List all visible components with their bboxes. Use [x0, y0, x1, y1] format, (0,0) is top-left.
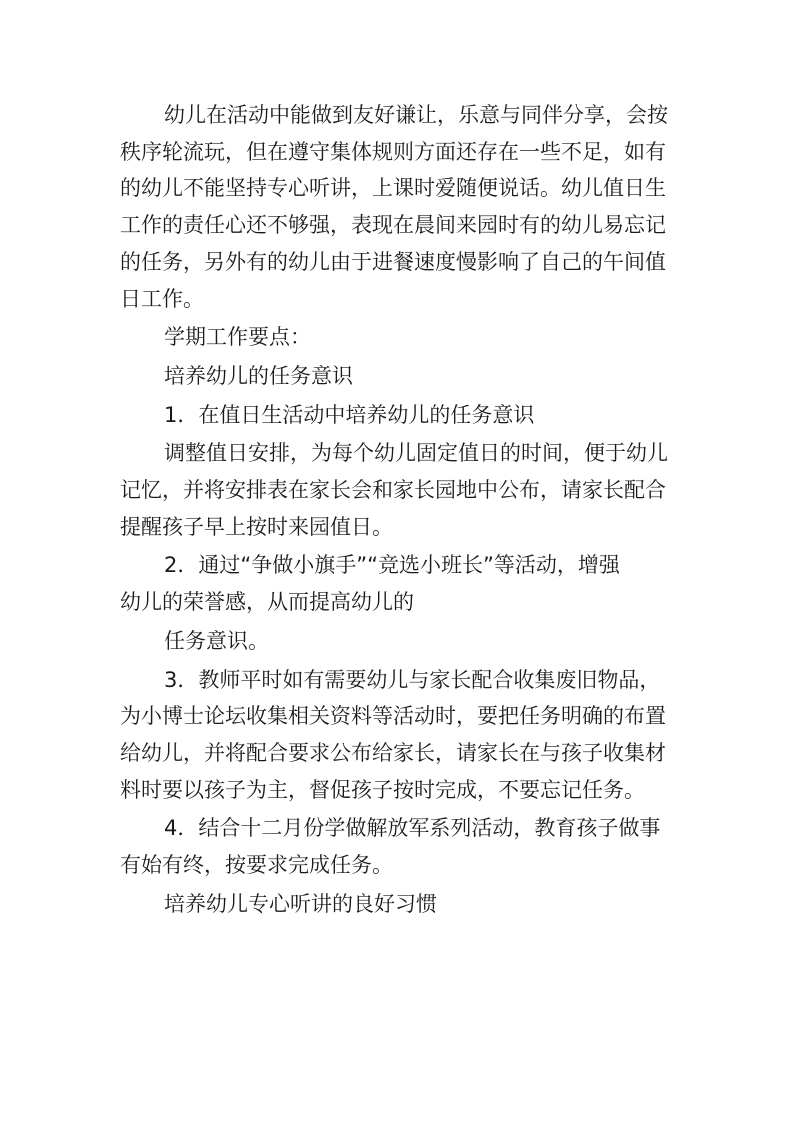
item-3 — [120, 662, 676, 809]
text-line: 3．教师平时如有需要幼儿与家长配合收集废旧物品， — [164, 667, 661, 692]
item-2 — [120, 547, 676, 620]
subsection-title-task-awareness: 培养幼儿的任务意识 — [164, 363, 353, 388]
text-line: 调整值日安排，为每个幼儿固定值日的时间，便于幼儿 — [164, 441, 668, 466]
item-1-title: 1．在值日生活动中培养幼儿的任务意识 — [164, 402, 535, 427]
text-line: 料时要以孩子为主，督促孩子按时完成，不要忘记任务。 — [120, 777, 645, 802]
text-line: 日工作。 — [120, 286, 204, 311]
text-line: 记忆，并将安排表在家长会和家长园地中公布，请家长配合 — [120, 478, 666, 503]
text-line: 幼儿在活动中能做到友好谦让，乐意与同伴分享，会按 — [164, 103, 668, 127]
item-4 — [120, 810, 676, 883]
item-2-continuation: 任务意识。 — [164, 628, 269, 653]
text-line: 提醒孩子早上按时来园值日。 — [120, 514, 393, 539]
text-line: 幼儿的荣誉感，从而提高幼儿的 — [120, 590, 414, 615]
text-line: 秩序轮流玩，但在遵守集体规则方面还存在一些不足，如有 — [120, 139, 666, 164]
document-page — [120, 97, 676, 924]
text-line: 4．结合十二月份学做解放军系列活动，教育孩子做事 — [164, 816, 661, 841]
text-line: 2．通过“争做小旗手”“竞选小班长”等活动，增强 — [164, 553, 620, 578]
text-line: 工作的责任心还不够强，表现在晨间来园时有的幼儿易忘记 — [120, 213, 666, 238]
intro-paragraph — [120, 97, 676, 317]
text-line: 给幼儿，并将配合要求公布给家长，请家长在与孩子收集材 — [120, 740, 666, 765]
item-1-body — [120, 435, 676, 545]
section-title: 学期工作要点： — [164, 325, 311, 350]
subsection-title-listening-habit: 培养幼儿专心听讲的良好习惯 — [164, 891, 437, 916]
text-line: 的幼儿不能坚持专心听讲，上课时爱随便说话。幼儿值日生 — [120, 176, 666, 201]
text-line: 有始有终，按要求完成任务。 — [120, 853, 393, 878]
text-line: 为小博士论坛收集相关资料等活动时，要把任务明确的布置 — [120, 704, 666, 729]
text-line: 的任务，另外有的幼儿由于进餐速度慢影响了自己的午间值 — [120, 249, 666, 274]
